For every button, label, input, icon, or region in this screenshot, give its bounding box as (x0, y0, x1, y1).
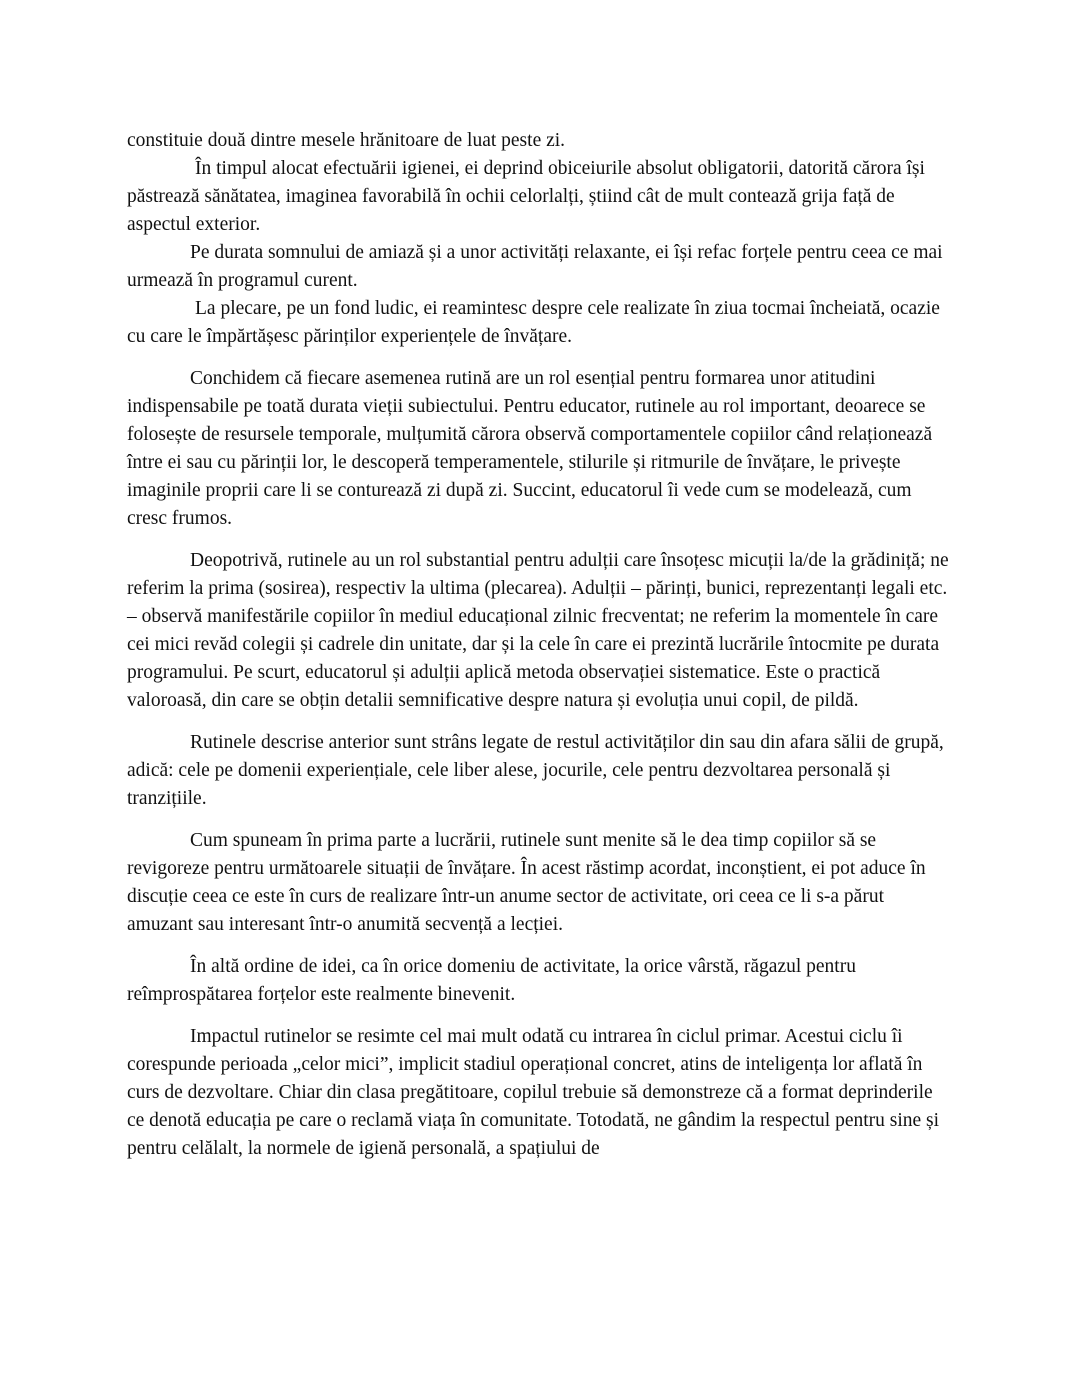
paragraph-first-part: Cum spuneam în prima parte a lucrării, rutinele sunt menite să le dea timp copiilor să se revigoreze pentru următoarele situații de învățare. În acest răstimp acordat, inconștient, ei pot aduce în discuție ceea ce este în curs de realizare într-un anume sector de activitate, ori ceea ce li s-a părut amuzant sau interesant într-o anumită secvență a lecției. (127, 830, 926, 935)
paragraph-other-ideas: În altă ordine de idei, ca în orice domeniu de activitate, la orice vârstă, răgazul pentru reîmprospătarea forțelor este realmente binevenit. (127, 956, 856, 1005)
paragraph-routines-linked: Rutinele descrise anterior sunt strâns legate de restul activităților din sau din afara sălii de grupă, adică: cele pe domenii experiențiale, cele liber alese, jocurile, cele pentru dezvoltarea personală și tranzițiile. (127, 732, 944, 809)
paragraph-conclusion: Conchidem că fiecare asemenea rutină are un rol esențial pentru formarea unor atitudini indispensabile pe toată durata vieții subiectului. Pentru educator, rutinele au rol important, deoarece se folosește de resursele temporale, mulțumită cărora observă comportamentele copiilor când relaționează între ei sau cu părinții lor, le descoperă temperamentele, stilurile și ritmurile de învățare, le privește imaginile proprii care li se conturează zi după zi. Succint, educatorul îi vede cum se modelează, cum cresc frumos. (127, 368, 933, 529)
paragraph-hygiene: În timpul alocat efectuării igienei, ei deprind obiceiurile absolut obligatorii, datorită cărora își păstrează sănătatea, imaginea favorabilă în ochii celorlalți, știind cât de mult contează grija față de aspectul exterior. (127, 158, 925, 235)
paragraph-impact-primary: Impactul rutinelor se resimte cel mai mult odată cu intrarea în ciclul primar. Acestui ciclu îi corespunde perioada „celor mici”, implicit stadiul operațional concret, atins de inteligența lor aflată în curs de dezvoltare. Chiar din clasa pregătitoare, copilul trebuie să demonstreze că a format deprinderile ce denotă educația pe care o reclamă viața în comunitate. Totodată, ne gândim la respectul pentru sine și pentru celălalt, la normele de igienă personală, a spațiului de (127, 1026, 940, 1159)
paragraph-nap: Pe durata somnului de amiază și a unor activități relaxante, ei își refac forțele pentru ceea ce mai urmează în programul curent. (127, 242, 943, 291)
paragraph-departure: La plecare, pe un fond ludic, ei reamintesc despre cele realizate în ziua tocmai încheiată, ocazie cu care le împărtășesc părinților experiențele de învățare. (127, 298, 940, 347)
paragraph-meals-continuation: constituie două dintre mesele hrănitoare de luat peste zi. (127, 130, 566, 151)
document-body (127, 127, 953, 1163)
paragraph-adults-role: Deopotrivă, rutinele au un rol substantial pentru adulții care însoțesc micuții la/de la grădiniță; ne referim la prima (sosirea), respectiv la ultima (plecarea). Adulții – părinți, bunici, reprezentanți legali etc. – observă manifestările copiilor în mediul educațional zilnic frecventat; ne referim la momentele în care cei mici revăd colegii și cadrele din unitate, dar și la cele în care ei prezintă lucrările întocmite pe durata programului. Pe scurt, educatorul și adulții aplică metoda observației sistematice. Este o practică valoroasă, din care se obțin detalii semnificative despre natura și evoluția unui copil, de pildă. (127, 550, 949, 711)
